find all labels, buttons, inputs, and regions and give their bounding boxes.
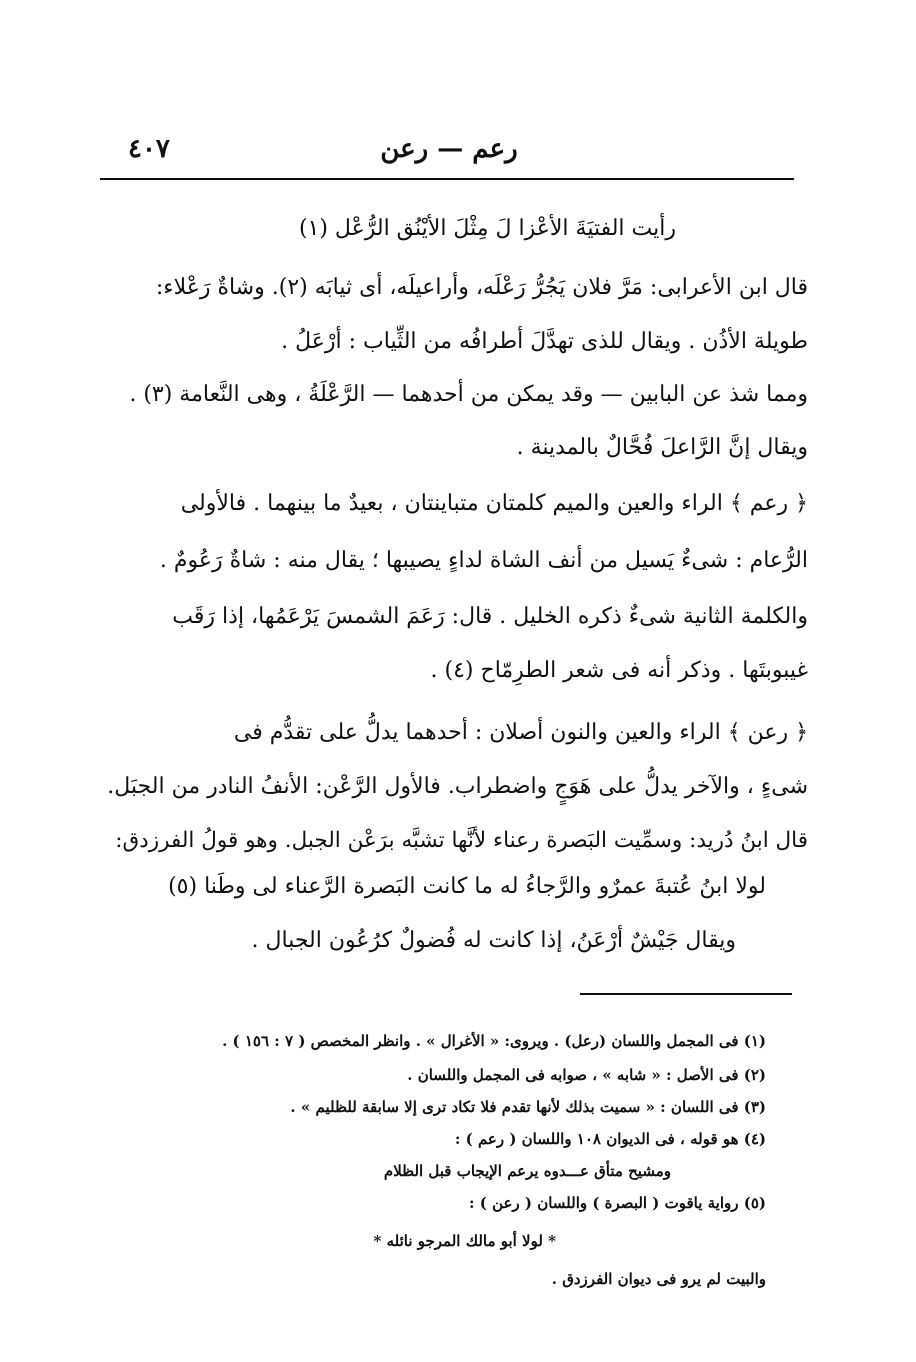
entry-raan-line: ﴿ رعن ﴾ الراء والعين والنون أصلان : أحدهما يدلُّ على تقدُّم فى (233, 720, 808, 745)
text-line: قال ابنُ دُريد: وسمِّيت البَصرة رعناء لأنَّها تشبَّه برَعْن الجبل. وهو قولُ الفرزدق: (115, 828, 808, 853)
page-number: ٤٠٧ (128, 134, 170, 164)
text-line: قال ابن الأعرابى: مَرَّ فلان يَجُرُّ رَعْلَه، وأراعيلَه، أى ثيابَه (٢). وشاةٌ رَعْلاء: (155, 275, 808, 300)
footnote-2: (٢) فى الأصل : « شابه » ، صوابه فى المجمل واللسان . (407, 1066, 766, 1084)
footnote-4: (٤) هو قوله ، فى الديوان ١٠٨ واللسان ( رعم ) : (454, 1130, 766, 1148)
header-rule (100, 178, 794, 180)
text-line: ويقال إنَّ الرَّاعلَ فُحَّالٌ بالمدينة . (516, 435, 808, 460)
footnote-5: (٥) رواية ياقوت ( البصرة ) واللسان ( رعن ) : (468, 1194, 766, 1212)
text-line: طويلة الأذُن . ويقال للذى تهدَّلَ أطرافُه من الثِّياب : أرْعَلُ . (281, 329, 808, 354)
footnote-5-verse: * لولا أبو مالك المرجو نائله * (373, 1232, 556, 1250)
footnote-3: (٣) فى اللسان : « سميت بذلك لأنها تقدم فلا تكاد ترى إلا سابقة للظليم » . (290, 1098, 766, 1116)
footnote-rule (580, 993, 792, 995)
footnote-5-note: والبيت لم يرو فى ديوان الفرزدق . (551, 1270, 766, 1288)
footnote-1: (١) فى المجمل واللسان (رعل) . ويروى: « الأغرال » . وانظر المخصص ( ٧ : ١٥٦ ) . (222, 1032, 766, 1050)
text-line: ويقال جَيْشٌ أرْعَنُ، إذا كانت له فُضولٌ كرُعُون الجبال . (251, 928, 736, 953)
entry-raam-line: ﴿ رعم ﴾ الراء والعين والميم كلمتان متباينتان ، بعيدٌ ما بينهما . فالأولى (180, 491, 808, 516)
text-line: شىءٍ ، والآخر يدلُّ على هَوَجٍ واضطراب. فالأول الرَّعْن: الأنفُ النادر من الجبَل. (107, 774, 808, 799)
verse-line: رأيت الفتيَةَ الأعْزا لَ مِثْلَ الأيْنُق الرُّعْل (١) (298, 216, 676, 241)
page-header (104, 128, 794, 172)
text-line: والكلمة الثانية شىءٌ ذكره الخليل . قال: رَعَمَ الشمسَ يَرْعَمُها، إذا رَقَب (172, 604, 808, 629)
footnote-4-verse: ومشيح متأق عـــدوه يرعم الإيجاب قبل الظلام (383, 1162, 671, 1180)
verse-line: لولا ابنُ عُتبةَ عمرٌو والرَّجاءُ له ما كانت البَصرة الرَّعناء لى وطَنا (٥) (168, 874, 766, 899)
text-line: غيبوبتَها . وذكر أنه فى شعر الطرِمّاح (٤) . (430, 658, 808, 683)
running-title: رعم — رعن (380, 134, 518, 164)
text-line: الرُّعام : شىءٌ يَسيل من أنف الشاة لداءٍ يصيبها ؛ يقال منه : شاةٌ رَعُومٌ . (159, 548, 808, 573)
text-line: ومما شذ عن البابين — وقد يمكن من أحدهما — الرَّعْلَةُ ، وهى النَّعامة (٣) . (129, 382, 808, 407)
